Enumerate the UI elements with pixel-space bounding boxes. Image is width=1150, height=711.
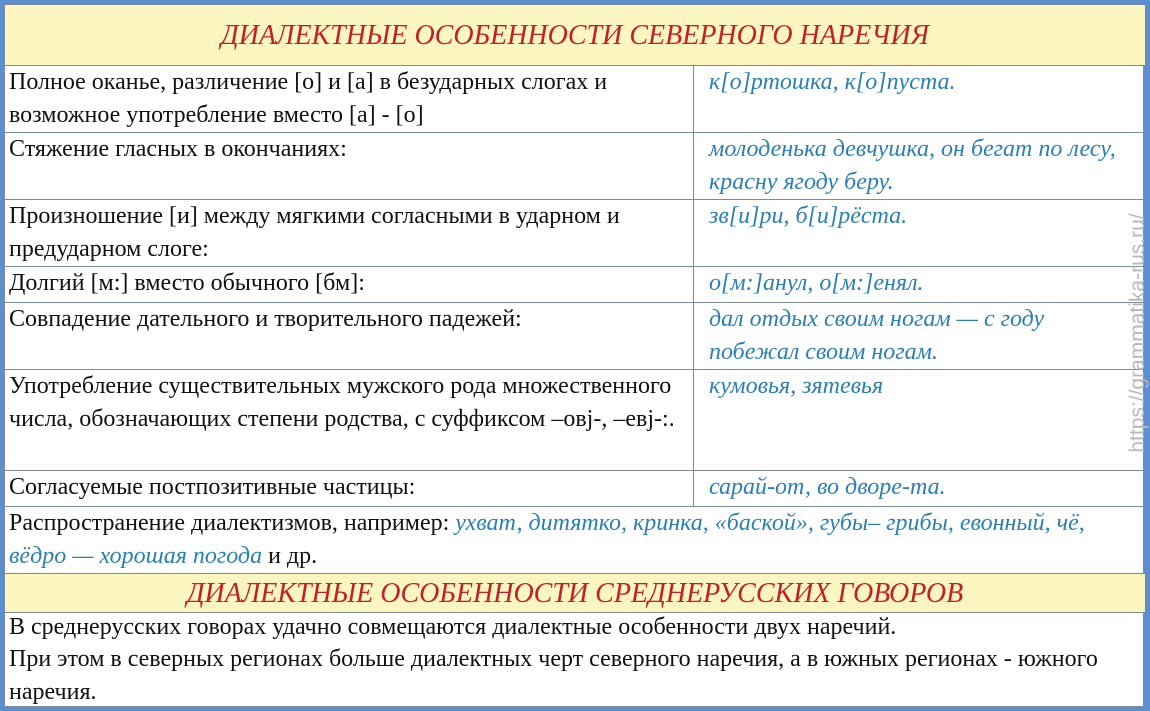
table-row	[5, 200, 1145, 267]
table-row	[5, 303, 1145, 370]
example-cell: сарай-от, во дворе-та.	[709, 474, 946, 500]
dialectisms-examples: ухват, дитятко, кринка, «баской», губы– грибы, евонный, чё, вёдро — хорошая погода	[9, 510, 1085, 569]
example-cell: молоденька девчушка, он бегат по лесу, красну ягоду беру.	[709, 136, 1116, 195]
table-row	[5, 370, 1145, 471]
feature-cell: Употребление существительных мужского рода множественного числа, обозначающих степени родства, с суффиксом –овj-, –евj-:.	[5, 370, 694, 470]
dialectisms-label: Распространение диалектизмов, например:	[9, 510, 456, 536]
feature-cell: Долгий [м:] вместо обычного [бм]:	[5, 267, 694, 302]
north-dialect-header: ДИАЛЕКТНЫЕ ОСОБЕННОСТИ СЕВЕРНОГО НАРЕЧИЯ	[5, 5, 1145, 66]
central-text-2: При этом в северных регионах больше диалектных черт северного наречия, а в южных регионах - южного наречия.	[9, 646, 1098, 705]
dialect-table	[4, 4, 1149, 707]
dialectisms-row	[5, 507, 1145, 573]
table-row	[5, 267, 1145, 303]
table-row	[5, 471, 1145, 507]
feature-cell: Полное оканье, различение [о] и [а] в безударных слогах и возможное употребление вместо [а] - [о]	[5, 66, 694, 132]
feature-cell: Совпадение дательного и творительного падежей:	[5, 303, 694, 369]
example-cell: к[о]ртошка, к[о]пуста.	[709, 69, 956, 95]
table-row	[5, 66, 1145, 133]
example-cell: дал отдых своим ногам — с году побежал своим ногам.	[709, 306, 1045, 365]
table-row	[5, 133, 1145, 200]
dialectisms-tail: и др.	[262, 543, 318, 569]
feature-cell: Произношение [и] между мягкими согласными в ударном и предударном слоге:	[5, 200, 694, 266]
feature-cell: Согласуемые постпозитивные частицы:	[5, 471, 694, 506]
site-watermark	[1123, 201, 1150, 471]
example-cell: о[м:]анул, о[м:]енял.	[709, 270, 924, 296]
feature-cell: Стяжение гласных в окончаниях:	[5, 133, 694, 199]
central-dialect-header: ДИАЛЕКТНЫЕ ОСОБЕННОСТИ СРЕДНЕРУССКИХ ГОВОРОВ	[5, 573, 1145, 613]
watermark-text: https://grammatika-rus.ru/	[1126, 213, 1149, 453]
example-cell: зв[и]ри, б[и]рёста.	[709, 203, 908, 229]
central-text-1: В среднерусских говорах удачно совмещаются диалектные особенности двух наречий.	[9, 614, 897, 640]
example-cell: кумовья, зятевья	[709, 373, 884, 399]
